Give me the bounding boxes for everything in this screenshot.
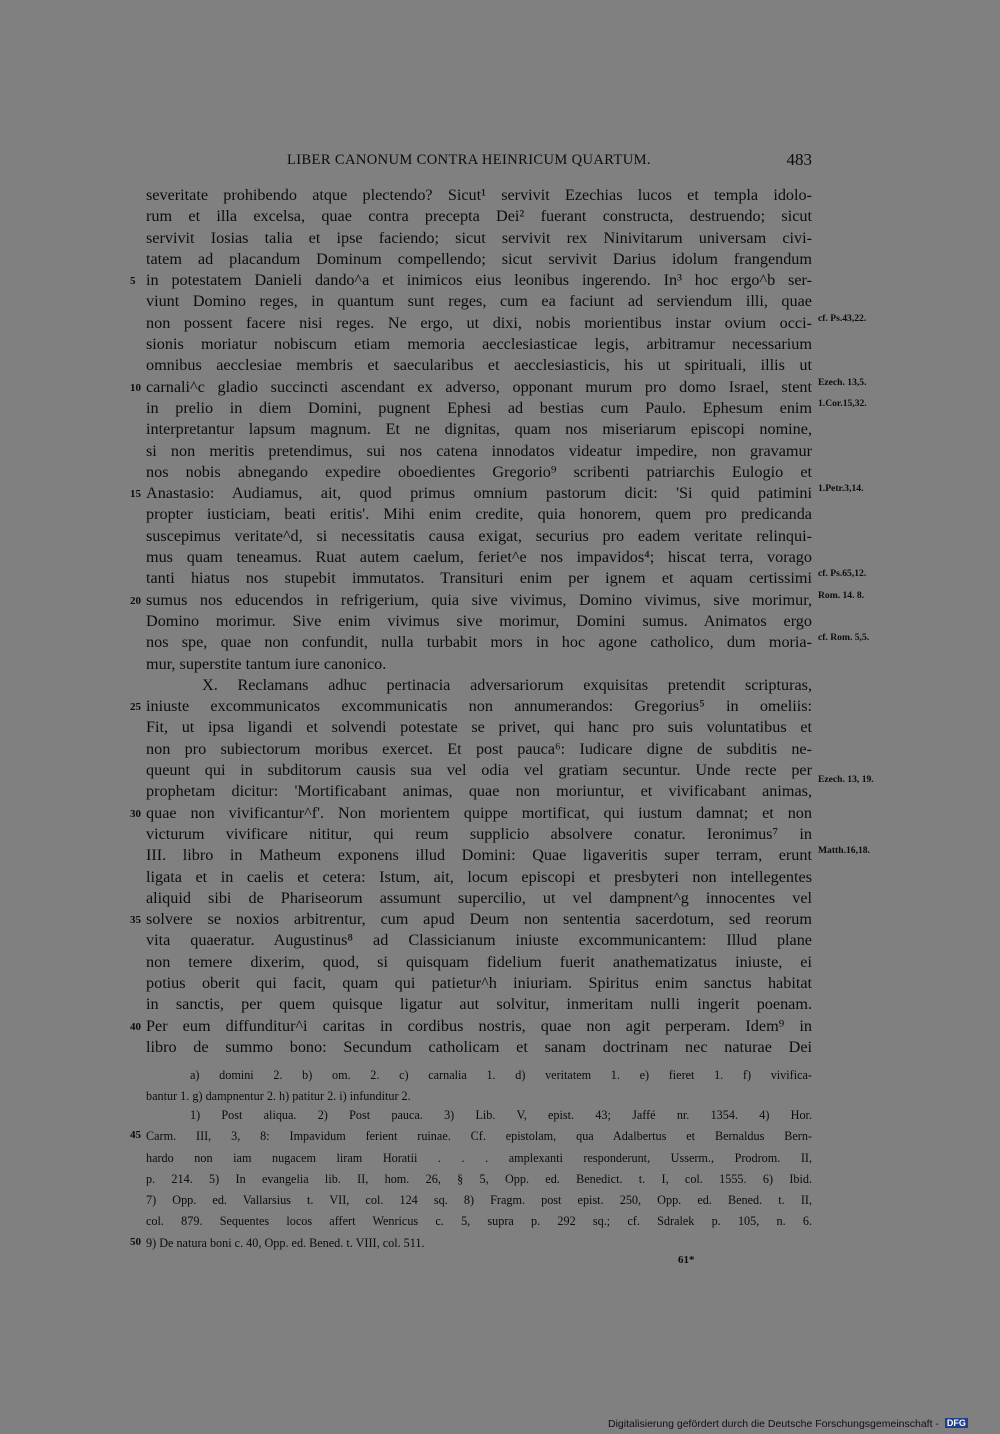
margin-reference: Ezech. 13, 19. bbox=[818, 774, 874, 786]
line-text: non possent facere nisi reges. Ne ergo, ut dixi, nobis morientibus instar ovium occi- bbox=[146, 313, 812, 332]
text-line bbox=[146, 504, 812, 525]
line-text: solvere se noxios arbitrentur, cum apud Deum non sententia sacerdotum, sed reorum bbox=[146, 910, 812, 929]
text-line bbox=[146, 547, 812, 568]
text-line bbox=[146, 568, 867, 589]
text-line bbox=[130, 376, 867, 398]
line-text: victurum vivificare nititur, qui reum supplicio absolvere conatur. Ieronimus⁷ in bbox=[146, 824, 812, 843]
line-number: 30 bbox=[130, 807, 141, 820]
line-text: interpretantur lapsum magnum. Et ne dignitas, quam nos miseriarum episcopi nomine, bbox=[146, 420, 812, 439]
note-line bbox=[146, 1190, 812, 1211]
text-line bbox=[146, 774, 874, 802]
text-line bbox=[146, 185, 812, 206]
line-number: 45 bbox=[130, 1129, 141, 1142]
line-text: severitate prohibendo atque plectendo? Sicut¹ servivit Ezechias lucos et templa idolo- bbox=[146, 186, 812, 204]
critical-apparatus bbox=[146, 1065, 812, 1108]
text-line bbox=[146, 973, 812, 994]
text-line bbox=[146, 739, 812, 760]
line-text: omnibus aecclesiae membris et saecularibus et aecclesiasticis, his ut spirituali, illis ut bbox=[146, 356, 812, 375]
line-text: 1) Post aliqua. 2) Post pauca. 3) Lib. V, epist. 43; Jaffé nr. 1354. 4) Hor. bbox=[190, 1108, 812, 1122]
margin-reference: cf. Rom. 5,5. bbox=[818, 632, 870, 644]
margin-reference: Matth.16,18. bbox=[818, 845, 870, 857]
line-text: bantur 1. g) dampnentur 2. h) patitur 2. i) infunditur 2. bbox=[146, 1089, 411, 1104]
text-line bbox=[146, 334, 812, 355]
margin-reference: Ezech. 13,5. bbox=[818, 376, 867, 388]
line-text: III. libro in Matheum exponens illud Domini: Quae ligaveritis super terram, erunt bbox=[146, 846, 812, 865]
line-text: tatem ad placandum Dominum compellendo; sicut servivit Darius idolum frangendum bbox=[146, 249, 812, 268]
line-text: rum et illa excelsa, quae contra precepta Dei² fuerant constructa, destruendo; sicut bbox=[146, 207, 812, 226]
footer-text: Digitalisierung gefördert durch die Deutsche Forschungsgemeinschaft - bbox=[608, 1418, 939, 1430]
text-line bbox=[146, 312, 867, 334]
running-header bbox=[146, 152, 812, 174]
line-text: a) domini 2. b) om. 2. c) carnalia 1. d) veritatem 1. e) fieret 1. f) vivifica- bbox=[190, 1068, 812, 1082]
page-number: 483 bbox=[786, 150, 812, 169]
text-line bbox=[146, 760, 812, 781]
note-line bbox=[146, 1065, 812, 1086]
line-text: queunt qui in subditorum causis sua vel odia vel gratiam secuntur. Unde recte per bbox=[146, 761, 812, 780]
line-number: 25 bbox=[130, 701, 141, 714]
line-text: mur, superstite tantum iure canonico. bbox=[146, 654, 387, 673]
line-text: non pro subiectorum moribus exercet. Et post pauca⁶: Iudicare digne de subditis ne- bbox=[146, 739, 812, 758]
text-line bbox=[130, 483, 864, 504]
line-text: viunt Domino reges, in quantum sunt reges, cum ea faciunt ad serviendum illi, quae bbox=[146, 292, 812, 311]
line-text: tanti hiatus nos stupebit immutatos. Transituri enim per ignem et aquam certissimi bbox=[146, 569, 812, 588]
text-line bbox=[146, 952, 812, 973]
note-line bbox=[146, 1169, 812, 1190]
line-text: ligata et in caelis et cetera: Istum, ait, locum episcopi et presbyteri non intellegentes bbox=[146, 867, 812, 886]
text-line bbox=[146, 824, 812, 845]
text-line bbox=[146, 930, 812, 951]
main-text bbox=[130, 185, 874, 1058]
line-text: p. 214. 5) In evangelia lib. II, hom. 26, § 5, Opp. ed. Benedict. t. I, col. 1555. 6) Ibid. bbox=[146, 1171, 812, 1186]
text-line bbox=[130, 909, 812, 930]
text-line bbox=[146, 1037, 812, 1058]
text-line bbox=[130, 589, 865, 611]
line-number: 40 bbox=[130, 1020, 141, 1033]
text-line bbox=[146, 228, 812, 249]
line-text: Fit, ut ipsa ligandi et solvendi potestate se privet, qui hanc pro suis voluntatibus et bbox=[146, 718, 812, 737]
line-text: Domino morimur. Sive enim vivimus sive morimur, Domini sumus. Animatos ergo bbox=[146, 611, 812, 630]
text-line bbox=[146, 397, 867, 419]
margin-reference: cf. Ps.43,22. bbox=[818, 312, 867, 324]
margin-reference: Rom. 14. 8. bbox=[818, 589, 865, 601]
text-line bbox=[130, 270, 812, 291]
dfg-logo-icon: DFG bbox=[946, 1418, 966, 1428]
line-text: sionis moriatur nobiscum etiam memoria aecclesiasticae legis, arbitramur necessarium bbox=[146, 335, 812, 354]
text-line bbox=[146, 291, 812, 312]
text-line bbox=[146, 717, 812, 738]
running-title: LIBER CANONUM CONTRA HEINRICUM QUARTUM. bbox=[287, 152, 651, 168]
note-line bbox=[146, 1211, 812, 1232]
line-text: Carm. III, 3, 8: Impavidum ferient ruinae. Cf. epistolam, qua Adalbertus et Bernaldus Bern- bbox=[146, 1129, 812, 1144]
line-text: libro de summo bono: Secundum catholicam et sanam doctrinam nec naturae Dei bbox=[146, 1037, 812, 1056]
line-text: 9) De natura boni c. 40, Opp. ed. Bened. t. VIII, col. 511. bbox=[146, 1235, 425, 1250]
line-text: prophetam dicitur: 'Mortificabant animas, quae non moriuntur, et vivificabant animas, bbox=[146, 782, 812, 801]
text-line bbox=[146, 845, 870, 866]
margin-reference: 1.Cor.15,32. bbox=[818, 397, 867, 409]
line-text: Per eum diffunditur^i caritas in cordibus nostris, quae non agit perperam. Idem⁹ in bbox=[146, 1016, 812, 1035]
signature-mark: 61* bbox=[678, 1254, 695, 1266]
note-line bbox=[146, 1148, 812, 1169]
line-text: potius oberit qui facit, quam qui patietur^h iniuriam. Spiritus enim sanctus habitat bbox=[146, 973, 812, 992]
text-line bbox=[146, 249, 812, 270]
line-text: 7) Opp. ed. Vallarsius t. VII, col. 124 sq. 8) Fragm. post epist. 250, Opp. ed. Bened. t. II, bbox=[146, 1193, 812, 1208]
line-text: in potestatem Danieli dando^a et inimicos eius leonibus ingerendo. In³ hoc ergo^b ser- bbox=[146, 271, 812, 290]
line-text: in prelio in diem Domini, pugnent Ephesi ad bestias cum Paulo. Ephesum enim bbox=[146, 398, 812, 417]
text-line bbox=[146, 355, 812, 376]
line-number: 35 bbox=[130, 914, 141, 927]
line-text: propter iusticiam, beati eritis'. Mihi enim credite, quia honorem, quem pro predicanda bbox=[146, 505, 812, 524]
line-text: carnali^c gladio succincti ascendant ex adverso, opponant murum pro domo Israel, stent bbox=[146, 377, 812, 396]
text-line bbox=[146, 611, 812, 632]
margin-reference: 1.Petr.3,14. bbox=[818, 483, 864, 495]
note-line bbox=[130, 1126, 812, 1147]
text-line bbox=[146, 441, 812, 462]
line-text: iniuste excommunicatos excommunicatis non annumerandos: Gregorius⁵ in omeliis: bbox=[146, 697, 812, 716]
line-number: 20 bbox=[130, 594, 141, 607]
line-text: mus quam teneamus. Ruat autem caelum, feriet^e nos impavidos⁴; hiscat terra, vorago bbox=[146, 548, 812, 567]
line-text: sumus nos educendos in refrigerium, quia sive vivimus, Domino vivimus, sive morimur, bbox=[146, 590, 812, 609]
text-line bbox=[146, 462, 812, 483]
text-line bbox=[146, 526, 812, 547]
line-text: col. 879. Sequentes locos affert Wenricus c. 5, supra p. 292 sq.; cf. Sdralek p. 105, n. 6. bbox=[146, 1214, 812, 1229]
text-line bbox=[130, 696, 812, 717]
text-line bbox=[146, 206, 812, 227]
line-number: 15 bbox=[130, 488, 141, 501]
line-text: X. Reclamans adhuc pertinacia adversariorum exquisitas pretendit scripturas, bbox=[202, 675, 812, 694]
line-text: hardo non iam nugacem liram Horatii . . . amplexanti responderunt, Usserm., Prodrom. II, bbox=[146, 1150, 812, 1165]
line-text: vita quaeratur. Augustinus⁸ ad Classicianum iniuste excommunicantem: Illud plane bbox=[146, 931, 812, 950]
line-number: 50 bbox=[130, 1235, 141, 1248]
line-text: non temere dixerim, quod, si quisquam fidelium fuerit anathematizatus iniuste, ei bbox=[146, 952, 812, 971]
line-text: in sanctis, per quem quisque ligatur aut solvitur, inmeritam nulli ingerit poenam. bbox=[146, 995, 812, 1014]
text-line bbox=[146, 867, 812, 888]
margin-reference: cf. Ps.65,12. bbox=[818, 568, 867, 580]
line-text: Anastasio: Audiamus, ait, quod primus omnium pastorum dicit: 'Si quid patimini bbox=[146, 484, 812, 503]
line-number: 5 bbox=[130, 275, 136, 288]
note-line bbox=[130, 1233, 812, 1254]
line-text: nos nobis abnegando expedire oboedientes Gregorio⁹ scribenti patriarchis Eulogio et bbox=[146, 462, 812, 481]
line-text: suscepimus veritate^d, si necessitatis causa exigat, securius pro eadem veritate relinqui- bbox=[146, 526, 812, 545]
line-text: quae non vivificantur^f'. Non morientem quippe mortificat, qui iustum damnat; et non bbox=[146, 803, 812, 822]
text-line bbox=[146, 994, 812, 1015]
line-text: servivit Iosias talia et ipse faciendo; sicut servivit rex Ninivitarum universam civi- bbox=[146, 228, 812, 247]
digitization-footer bbox=[608, 1418, 968, 1430]
text-line bbox=[146, 419, 812, 440]
note-line bbox=[146, 1105, 812, 1126]
text-line bbox=[130, 1016, 812, 1037]
line-number: 10 bbox=[130, 381, 141, 394]
text-line bbox=[146, 632, 870, 653]
text-line bbox=[130, 803, 812, 824]
text-line bbox=[146, 888, 812, 909]
line-text: aliquid sibi de Phariseorum assumunt supercilio, ut vel dampnent^g innocentes vel bbox=[146, 888, 812, 907]
text-line bbox=[146, 654, 812, 675]
line-text: si non meritis pretendimus, sui nos catena innodatos videatur impedire, non gravamur bbox=[146, 441, 812, 460]
footnotes bbox=[130, 1105, 812, 1254]
text-line bbox=[146, 675, 812, 696]
line-text: nos spe, quae non confundit, nulla turbabit mors in hoc agone catholico, dum moria- bbox=[146, 633, 812, 652]
